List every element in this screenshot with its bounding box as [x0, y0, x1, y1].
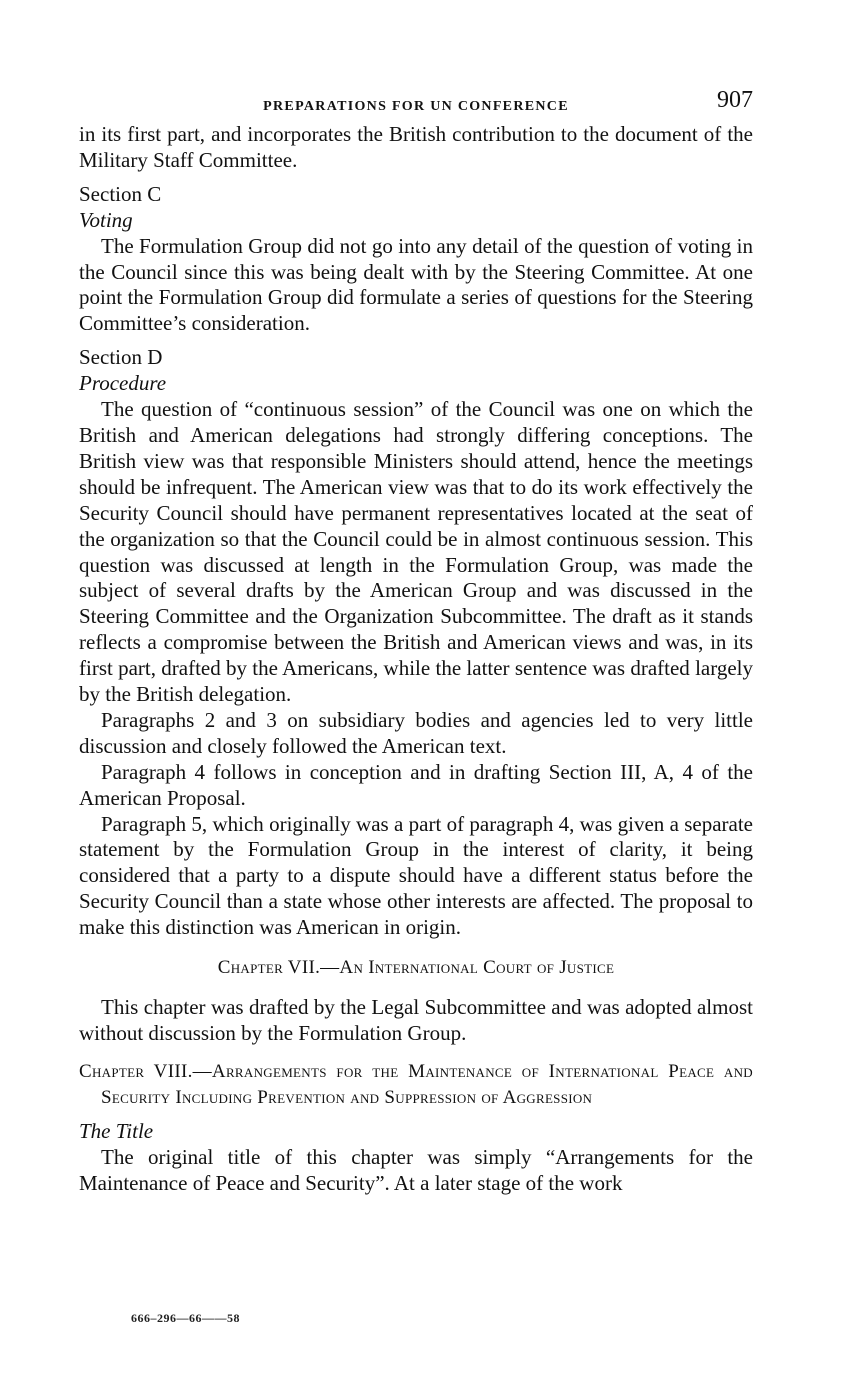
- running-title: PREPARATIONS FOR UN CONFERENCE: [263, 99, 569, 114]
- chapter-7-heading: Chapter VII.—An International Court of Justice: [217, 957, 615, 979]
- document-page: [79, 88, 753, 1197]
- title-paragraph: The original title of this chapter was simply “Arrangements for the Maintenance of Peace and Security”. At a later stage of the work: [79, 1144, 753, 1195]
- procedure-paragraph: The question of “continuous session” of the Council was one on which the British and American delegations had strongly differing conceptions. The British view was that responsible Ministers should attend, hence the meetings should be infrequent. The American view was that to do its work effectively the Security Council should have permanent representatives located at the seat of the organization so that the Council could be in almost continuous session. This question was discussed at length in the Formulation Group, was made the subject of several drafts by the American Group and was discussed in the Steering Committee and the Organization Subcommittee. The draft as it stands reflects a compromise between the British and American views and was, in its first part, drafted by the Americans, while the latter sentence was drafted largely by the British delegation.: [79, 397, 753, 707]
- running-head: [79, 88, 753, 122]
- chapter-7-paragraph: This chapter was drafted by the Legal Subcommittee and was adopted almost without discussion by the Formulation Group.: [79, 995, 753, 1045]
- chapter-8-heading: Chapter VIII.—Arrangements for the Maintenance of International Peace and Security Including Prevention and Suppression of Aggression: [79, 1060, 753, 1108]
- page-number: 907: [717, 87, 753, 113]
- print-code: 666–296—66——58: [131, 1311, 240, 1325]
- paragraphs-2-3: Paragraphs 2 and 3 on subsidiary bodies and agencies led to very little discussion and closely followed the American text.: [79, 707, 753, 758]
- paragraph-4: Paragraph 4 follows in conception and in drafting Section III, A, 4 of the American Proposal.: [79, 759, 753, 810]
- section-d-heading: Section D: [79, 345, 163, 370]
- procedure-subheading: Procedure: [79, 371, 167, 396]
- voting-subheading: Voting: [79, 207, 133, 232]
- voting-paragraph: The Formulation Group did not go into any detail of the question of voting in the Council since this was being dealt with by the Steering Committee. At one point the Formulation Group did formulate a series of questions for the Steering Committee’s consideration.: [79, 233, 753, 336]
- continued-paragraph: in its first part, and incorporates the British contribution to the document of the Military Staff Committee.: [79, 122, 753, 172]
- section-c-heading: Section C: [79, 181, 162, 206]
- the-title-subheading: The Title: [79, 1118, 154, 1143]
- paragraph-5: Paragraph 5, which originally was a part of paragraph 4, was given a separate statement by the Formulation Group in the interest of clarity, it being considered that a party to a dispute should have a different status before the Security Council than a state whose other interests are affected. The proposal to make this distinction was American in origin.: [79, 811, 753, 940]
